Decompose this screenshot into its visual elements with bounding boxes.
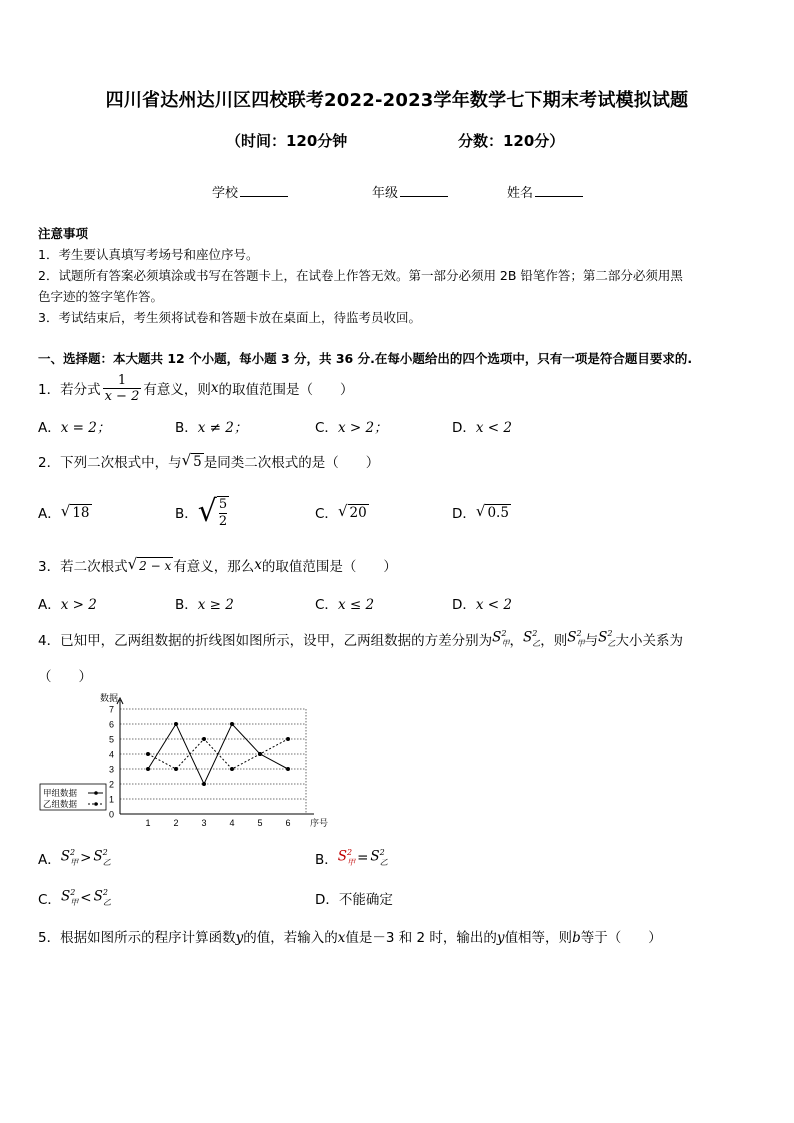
option-letter: C． bbox=[315, 506, 338, 522]
option-relation: > bbox=[80, 850, 92, 866]
q4-option-a bbox=[38, 848, 111, 868]
q3-var: x bbox=[254, 557, 262, 573]
q5-var-x: x bbox=[337, 930, 346, 946]
question-2 bbox=[38, 450, 379, 472]
exam-score: 分数：120分） bbox=[458, 132, 565, 150]
school-blank bbox=[240, 184, 288, 197]
q2-option-d bbox=[452, 500, 511, 524]
legend-marker bbox=[94, 802, 98, 806]
s-yi-squared: $S^2_乙$ bbox=[93, 848, 111, 867]
data-point bbox=[286, 767, 290, 771]
q3-option-a bbox=[38, 593, 97, 613]
option-value: x ≤ 2 bbox=[337, 597, 375, 613]
option-letter: A． bbox=[38, 597, 61, 613]
x-tick-label: 5 bbox=[257, 818, 263, 828]
x-tick-label: 4 bbox=[229, 818, 235, 828]
q1-frac-den: x − 2 bbox=[104, 388, 140, 404]
x-tick-label: 6 bbox=[285, 818, 291, 828]
q4-text: 4．已知甲，乙两组数据的折线图如图所示，设甲，乙两组数据的方差分别为 bbox=[38, 633, 493, 649]
q2-option-a bbox=[38, 500, 92, 524]
q2-suffix: 是同类二次根式的是（ ） bbox=[203, 455, 380, 471]
q4-and: 与 bbox=[584, 633, 599, 649]
option-frac-den: 2 bbox=[218, 514, 228, 529]
q3-option-c bbox=[315, 593, 374, 613]
s-jia-squared: $S^2_甲$ bbox=[60, 888, 79, 907]
note-item: 色字迹的签字笔作答。 bbox=[38, 289, 164, 304]
grade-blank bbox=[400, 184, 448, 197]
q5-text: 值是－3 和 2 时，输出的 bbox=[345, 930, 497, 946]
q2-option-b bbox=[175, 490, 229, 534]
school-label: 学校 bbox=[212, 186, 239, 201]
s-jia-squared: $S^2_甲$ bbox=[337, 848, 356, 867]
q5-var-y: y bbox=[496, 930, 505, 946]
option-value: x < 2 bbox=[475, 420, 513, 436]
q4-option-d: D．不能确定 bbox=[315, 892, 393, 908]
option-value: x > 2； bbox=[337, 420, 388, 436]
option-letter: C． bbox=[38, 892, 61, 908]
option-letter: B． bbox=[175, 420, 198, 436]
q1-option-d bbox=[452, 416, 512, 436]
note-item: 1．考生要认真填写考场号和座位序号。 bbox=[38, 247, 259, 262]
option-value: 0.5 bbox=[487, 505, 509, 521]
sqrt-20: √ 20 bbox=[337, 502, 367, 521]
q3-root-value: 2 − x bbox=[139, 559, 172, 573]
q4-end: 大小关系为 bbox=[615, 633, 683, 649]
option-letter: D． bbox=[452, 597, 476, 613]
page-title: 四川省达州达川区四校联考2022-2023学年数学七下期末考试模拟试题 bbox=[105, 90, 689, 111]
y-tick-label: 1 bbox=[108, 794, 114, 805]
option-letter: B． bbox=[175, 597, 198, 613]
data-point bbox=[286, 737, 290, 741]
q3-option-d bbox=[452, 593, 512, 613]
q1-mid: 有意义，则 bbox=[143, 382, 211, 398]
question-1 bbox=[38, 368, 353, 408]
s-yi-squared: $S^2_乙$ bbox=[370, 848, 388, 867]
q3-root: √ 2 − x bbox=[127, 555, 172, 573]
q1-frac-num: 1 bbox=[117, 372, 127, 388]
option-value: x ≠ 2； bbox=[197, 420, 248, 436]
option-value: 20 bbox=[349, 505, 367, 521]
q4-comma: ， bbox=[509, 633, 523, 649]
data-point bbox=[202, 782, 206, 786]
grade-field bbox=[372, 182, 448, 201]
q4-option-b bbox=[315, 848, 388, 868]
x-axis-title: 序号 bbox=[310, 819, 329, 829]
data-point bbox=[202, 737, 206, 741]
option-letter: A． bbox=[38, 420, 61, 436]
s-yi-squared: $S^2_乙$ bbox=[93, 888, 111, 907]
q2-root-value: 5 bbox=[193, 454, 202, 470]
name-label: 姓名 bbox=[507, 186, 534, 201]
q5-text: 5．根据如图所示的程序计算函数 bbox=[38, 930, 236, 946]
exam-time: （时间：120分钟 bbox=[226, 132, 348, 150]
question-4 bbox=[38, 628, 683, 650]
y-tick-label: 4 bbox=[108, 749, 114, 760]
q3-prefix: 3．若二次根式 bbox=[38, 559, 128, 575]
q4-then: ，则 bbox=[540, 633, 568, 649]
option-letter: C． bbox=[315, 597, 338, 613]
q3-mid: 有意义，那么 bbox=[173, 559, 255, 575]
x-tick-label: 2 bbox=[173, 818, 179, 828]
option-letter: B． bbox=[175, 506, 198, 522]
y-tick-label: 3 bbox=[108, 764, 114, 775]
data-point bbox=[174, 767, 178, 771]
question-5 bbox=[38, 926, 662, 946]
s-yi-squared: $S^2_乙$ bbox=[522, 629, 541, 648]
option-relation: < bbox=[80, 890, 92, 906]
sqrt-0-5: √ 0.5 bbox=[475, 502, 509, 521]
data-point bbox=[258, 752, 262, 756]
q5-var-b: b bbox=[572, 930, 581, 946]
y-tick-label: 7 bbox=[108, 704, 114, 715]
y-tick-label: 6 bbox=[108, 719, 114, 730]
option-letter: A． bbox=[38, 852, 61, 868]
section-heading: 一、选择题：本大题共 12 个小题，每小题 3 分，共 36 分.在每小题给出的四个选项中，只有一项是符合题目要求的. bbox=[38, 351, 693, 366]
q5-text: 等于（ ） bbox=[580, 930, 662, 946]
note-item: 2．试题所有答案必须填涂或书写在答题卡上，在试卷上作答无效。第一部分必须用 2B 铅笔作答；第二部分必须用黑 bbox=[38, 268, 683, 283]
s-jia-squared: $S^2_甲$ bbox=[567, 629, 585, 648]
name-field bbox=[507, 182, 583, 201]
legend-label: 甲组数据 bbox=[43, 789, 78, 799]
name-blank bbox=[535, 184, 583, 197]
question-3 bbox=[38, 554, 397, 576]
q1-option-a bbox=[38, 416, 110, 436]
q1-option-c bbox=[315, 416, 388, 436]
y-tick-label: 5 bbox=[108, 734, 114, 745]
s-jia-squared: $S^2_甲$ bbox=[60, 848, 79, 867]
q4-option-c bbox=[38, 888, 111, 908]
q1-prefix: 1．若分式 bbox=[38, 382, 101, 398]
option-frac-num: 5 bbox=[218, 497, 228, 512]
sqrt-18: √ 18 bbox=[60, 502, 90, 521]
y-tick-label: 2 bbox=[108, 779, 114, 790]
option-value: x > 2 bbox=[60, 597, 97, 613]
y-tick-label: 0 bbox=[108, 809, 114, 820]
q1-fraction bbox=[103, 373, 142, 404]
option-value: 18 bbox=[72, 505, 90, 521]
q2-root: √ 5 bbox=[181, 451, 202, 470]
school-field bbox=[212, 182, 288, 201]
q1-option-b bbox=[175, 416, 247, 436]
data-point bbox=[146, 767, 150, 771]
data-point bbox=[146, 752, 150, 756]
q1-var: x bbox=[210, 380, 219, 396]
line-chart bbox=[36, 690, 336, 832]
data-point bbox=[174, 722, 178, 726]
q4-paren: （ ） bbox=[38, 669, 92, 685]
notes-heading: 注意事项 bbox=[38, 226, 89, 241]
option-letter: D． bbox=[452, 506, 476, 522]
q1-suffix: 的取值范围是（ ） bbox=[218, 382, 354, 398]
grade-label: 年级 bbox=[372, 186, 399, 201]
option-value: x ≥ 2 bbox=[197, 597, 234, 613]
q5-text: 的值，若输入的 bbox=[243, 930, 338, 946]
x-tick-label: 3 bbox=[201, 818, 207, 828]
q2-prefix: 2．下列二次根式中，与 bbox=[38, 455, 182, 471]
q5-text: 值相等，则 bbox=[504, 930, 573, 946]
legend-label: 乙组数据 bbox=[43, 800, 78, 810]
sqrt-5-over-2: √ $\frac{5}{2}$ bbox=[198, 492, 229, 532]
option-letter: D． bbox=[452, 420, 476, 436]
option-value: x < 2 bbox=[475, 597, 513, 613]
note-item: 3．考试结束后，考生须将试卷和答题卡放在桌面上，待监考员收回。 bbox=[38, 310, 421, 325]
q2-option-c bbox=[315, 500, 369, 524]
s-yi-squared: $S^2_乙$ bbox=[598, 629, 616, 648]
option-value: x = 2； bbox=[60, 420, 111, 436]
option-letter: A． bbox=[38, 506, 61, 522]
y-axis-title: 数据 bbox=[100, 694, 119, 704]
q3-option-b bbox=[175, 593, 234, 613]
data-point bbox=[230, 722, 234, 726]
option-relation: = bbox=[357, 850, 369, 866]
legend-marker bbox=[94, 791, 98, 795]
q5-var-y: y bbox=[235, 930, 244, 946]
option-letter: C． bbox=[315, 420, 338, 436]
s-jia-squared: $S^2_甲$ bbox=[492, 629, 510, 648]
x-tick-label: 1 bbox=[145, 818, 151, 828]
option-letter: B． bbox=[315, 852, 338, 868]
q3-suffix: 的取值范围是（ ） bbox=[261, 559, 397, 575]
data-point bbox=[230, 767, 234, 771]
